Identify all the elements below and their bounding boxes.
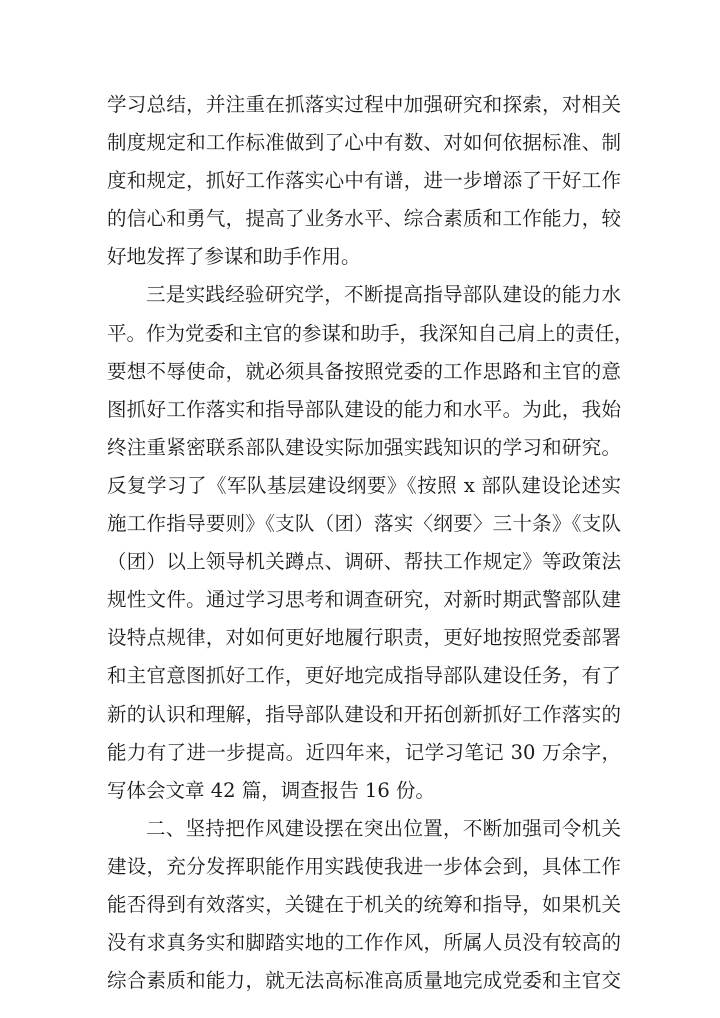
text-line: 建设，充分发挥职能作用实践使我进一步体会到，具体工作 (107, 854, 621, 878)
text-line: 没有求真务实和脚踏实地的工作作风，所属人员没有较高的 (107, 931, 621, 955)
text-line: （团）以上领导机关蹲点、调研、帮扶工作规定》等政策法 (107, 550, 621, 574)
text-line: 图抓好工作落实和指导部队建设的能力和水平。为此，我始 (107, 397, 621, 421)
text-line: 三是实践经验研究学，不断提高指导部队建设的能力水 (146, 283, 621, 307)
text-line: 规性文件。通过学习思考和调查研究，对新时期武警部队建 (107, 588, 621, 612)
text-line: 的信心和勇气，提高了业务水平、综合素质和工作能力，较 (107, 207, 621, 231)
text-line: 二、坚持把作风建设摆在突出位置，不断加强司令机关 (146, 816, 621, 840)
text-line: 好地发挥了参谋和助手作用。 (107, 245, 361, 269)
text-line: 施工作指导要则》《支队（团）落实〈纲要〉三十条》《支队 (107, 512, 621, 536)
text-line: 反复学习了《军队基层建设纲要》《按照 x 部队建设论述实 (107, 473, 621, 497)
paragraph-work-style (107, 810, 621, 1000)
text-line: 和主官意图抓好工作，更好地完成指导部队建设任务，有了 (107, 664, 621, 688)
text-line: 综合素质和能力，就无法高标准高质量地完成党委和主官交 (107, 969, 621, 993)
text-line: 能否得到有效落实，关键在于机关的统筹和指导，如果机关 (107, 892, 621, 916)
text-line: 能力有了进一步提高。近四年来，记学习笔记 30 万余字， (107, 740, 621, 764)
text-line: 制度规定和工作标准做到了心中有数、对如何依据标准、制 (107, 131, 621, 155)
paragraph-practice-experience (107, 276, 634, 809)
text-line: 要想不辱使命，就必须具备按照党委的工作思路和主官的意 (107, 359, 621, 383)
document-body (107, 86, 634, 1000)
text-line: 写体会文章 42 篇，调查报告 16 份。 (107, 778, 435, 802)
text-line: 平。作为党委和主官的参谋和助手，我深知自己肩上的责任， (107, 321, 634, 345)
paragraph-study-summary (107, 86, 621, 276)
text-line: 设特点规律，对如何更好地履行职责，更好地按照党委部署 (107, 626, 621, 650)
text-line: 终注重紧密联系部队建设实际加强实践知识的学习和研究。 (107, 435, 621, 459)
text-line: 新的认识和理解，指导部队建设和开拓创新抓好工作落实的 (107, 702, 621, 726)
text-line: 学习总结，并注重在抓落实过程中加强研究和探索，对相关 (107, 93, 621, 116)
text-line: 度和规定，抓好工作落实心中有谱，进一步增添了干好工作 (107, 169, 621, 193)
